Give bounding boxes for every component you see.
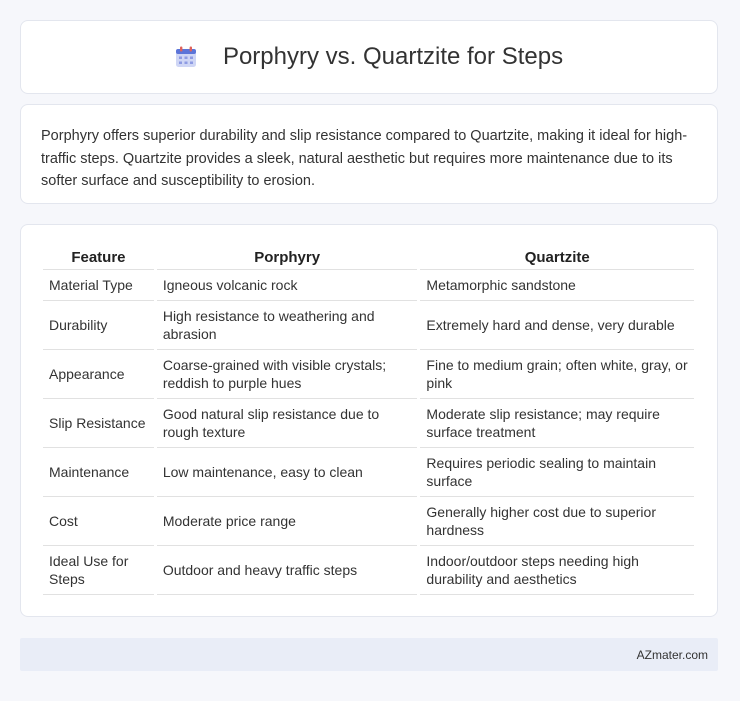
table-row [43, 448, 694, 497]
comparison-table-card [20, 224, 718, 617]
feature-cell: Maintenance [43, 448, 154, 497]
header-quartzite: Quartzite [420, 245, 694, 270]
quartzite-cell: Extremely hard and dense, very durable [420, 301, 694, 350]
porphyry-cell: Good natural slip resistance due to rough texture [157, 399, 418, 448]
page-title: Porphyry vs. Quartzite for Steps [222, 43, 564, 70]
table-row [43, 546, 694, 595]
feature-cell: Appearance [43, 350, 154, 399]
porphyry-cell: High resistance to weathering and abrasion [157, 301, 418, 350]
porphyry-cell: Moderate price range [157, 497, 418, 546]
title-card [20, 20, 718, 94]
quartzite-cell: Requires periodic sealing to maintain surface [420, 448, 694, 497]
table-row [43, 270, 694, 301]
porphyry-cell: Coarse-grained with visible crystals; reddish to purple hues [157, 350, 418, 399]
footer-brand: AZmater.com [636, 647, 708, 662]
quartzite-cell: Metamorphic sandstone [420, 270, 694, 301]
porphyry-cell: Igneous volcanic rock [157, 270, 418, 301]
porphyry-cell: Low maintenance, easy to clean [157, 448, 418, 497]
feature-cell: Material Type [43, 270, 154, 301]
quartzite-cell: Indoor/outdoor steps needing high durability and aesthetics [420, 546, 694, 595]
quartzite-cell: Moderate slip resistance; may require surface treatment [420, 399, 694, 448]
summary-card [20, 104, 718, 204]
feature-cell: Ideal Use for Steps [43, 546, 154, 595]
table-row [43, 350, 694, 399]
comparison-table [40, 245, 697, 595]
table-row [43, 497, 694, 546]
table-row [43, 399, 694, 448]
quartzite-cell: Fine to medium grain; often white, gray, or pink [420, 350, 694, 399]
calendar-icon [175, 46, 197, 68]
feature-cell: Cost [43, 497, 154, 546]
table-header-row [43, 245, 694, 270]
porphyry-cell: Outdoor and heavy traffic steps [157, 546, 418, 595]
footer [20, 638, 718, 671]
table-row [43, 301, 694, 350]
header-feature: Feature [43, 245, 154, 270]
header-porphyry: Porphyry [157, 245, 418, 270]
quartzite-cell: Generally higher cost due to superior hardness [420, 497, 694, 546]
feature-cell: Slip Resistance [43, 399, 154, 448]
summary-text: Porphyry offers superior durability and slip resistance compared to Quartzite, making it ideal for high-traffic steps. Quartzite provides a sleek, natural aesthetic but requires more maintenance due to its softer surface and susceptibility to erosion. [41, 128, 688, 189]
feature-cell: Durability [43, 301, 154, 350]
